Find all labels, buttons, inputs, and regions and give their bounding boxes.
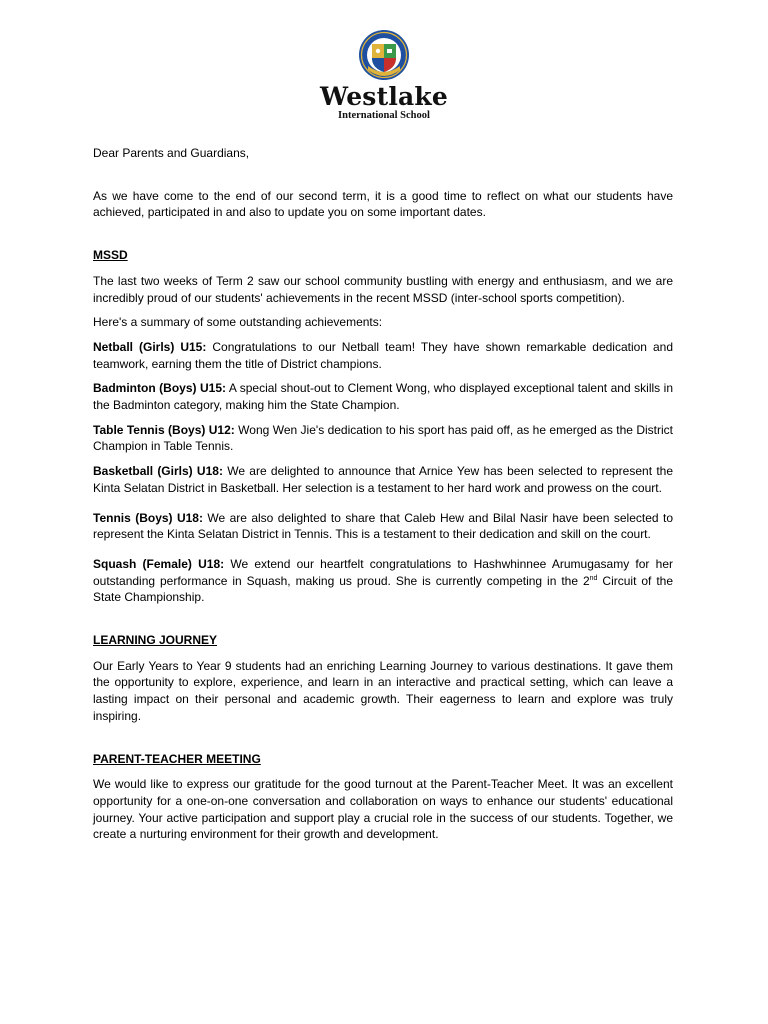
achievement-text: A special shout-out to Clement Wong, who displayed exceptional talent and skills in the Badminton category, making him the State Champion. — [93, 381, 673, 413]
achievement-label: Badminton (Boys) U15: — [93, 381, 227, 396]
mssd-summary-line: Here's a summary of some outstanding achievements: — [93, 315, 383, 330]
achievement-text: Wong Wen Jie's dedication to his sport has paid off, as he emerged as the District Champion in Table Tennis. — [93, 422, 673, 454]
letter-body — [93, 145, 673, 851]
section-heading-learning-journey: LEARNING JOURNEY — [93, 633, 218, 648]
achievement-label: Table Tennis (Boys) U12: — [93, 422, 235, 437]
achievement-item — [93, 422, 673, 455]
achievement-label: Netball (Girls) U15: — [93, 339, 207, 354]
achievement-label: Basketball (Girls) U18: — [93, 464, 223, 479]
achievement-item — [93, 510, 673, 543]
parent-teacher-meeting-paragraph: We would like to express our gratitude for the good turnout at the Parent-Teacher Meet. It was an excellent opportunity for a one-on-one conversation and collaboration on ways to enhance our students' educational journey. Your active participation and support play a crucial role in the success of our students. Together, we create a nurturing environment for their growth and development. — [93, 777, 673, 842]
school-name: Westlake — [319, 82, 449, 111]
achievement-item — [93, 380, 673, 413]
achievement-label: Tennis (Boys) U18: — [93, 510, 203, 525]
achievement-text: We extend our heartfelt congratulations to Hashwhinnee Arumugasamy for her outstanding performance in Squash, making us proud. She is currently competing in the 2 — [93, 556, 673, 588]
learning-journey-paragraph: Our Early Years to Year 9 students had an enriching Learning Journey to various destinations. It gave them the opportunity to explore, experience, and learn in an interactive and practical setting, which can leave a lasting impact on their personal and academic growth. Their eagerness to learn and explore was truly inspiring. — [93, 658, 673, 723]
achievement-label: Squash (Female) U18: — [93, 556, 225, 571]
achievement-text: We are also delighted to share that Caleb Hew and Bilal Nasir have been selected to represent the Kinta Selatan District in Tennis. This is a testament to their dedication and skill on the court. — [93, 510, 674, 542]
school-subtitle: International School — [338, 110, 430, 121]
achievement-item — [93, 463, 673, 496]
achievement-text: We are delighted to announce that Arnice Yew has been selected to represent the Kinta Selatan District in Basketball. Her selection is a testament to her hard work and prowess on the court. — [93, 464, 673, 495]
section-heading-mssd: MSSD — [93, 248, 128, 263]
school-crest-logo — [358, 28, 410, 84]
ordinal-suffix: nd — [589, 574, 598, 582]
achievement-item — [93, 556, 673, 606]
achievement-text-continued: Circuit of the State Championship. — [93, 573, 674, 605]
letterhead — [0, 28, 768, 122]
section-heading-parent-teacher-meeting: PARENT-TEACHER MEETING — [93, 751, 261, 766]
achievement-item — [93, 339, 673, 372]
mssd-paragraph: The last two weeks of Term 2 saw our school community bustling with energy and enthusiasm, and we are incredibly proud of our students' achievements in the recent MSSD (inter-school sports competition). — [93, 273, 673, 305]
greeting: Dear Parents and Guardians, — [93, 146, 250, 160]
crest-icon — [358, 28, 410, 84]
achievement-text: Congratulations to our Netball team! They have shown remarkable dedication and teamwork, earning them the title of District champions. — [93, 339, 673, 371]
intro-paragraph: As we have come to the end of our second term, it is a good time to reflect on what our students have achieved, participated in and also to update you on some important dates. — [93, 188, 673, 220]
